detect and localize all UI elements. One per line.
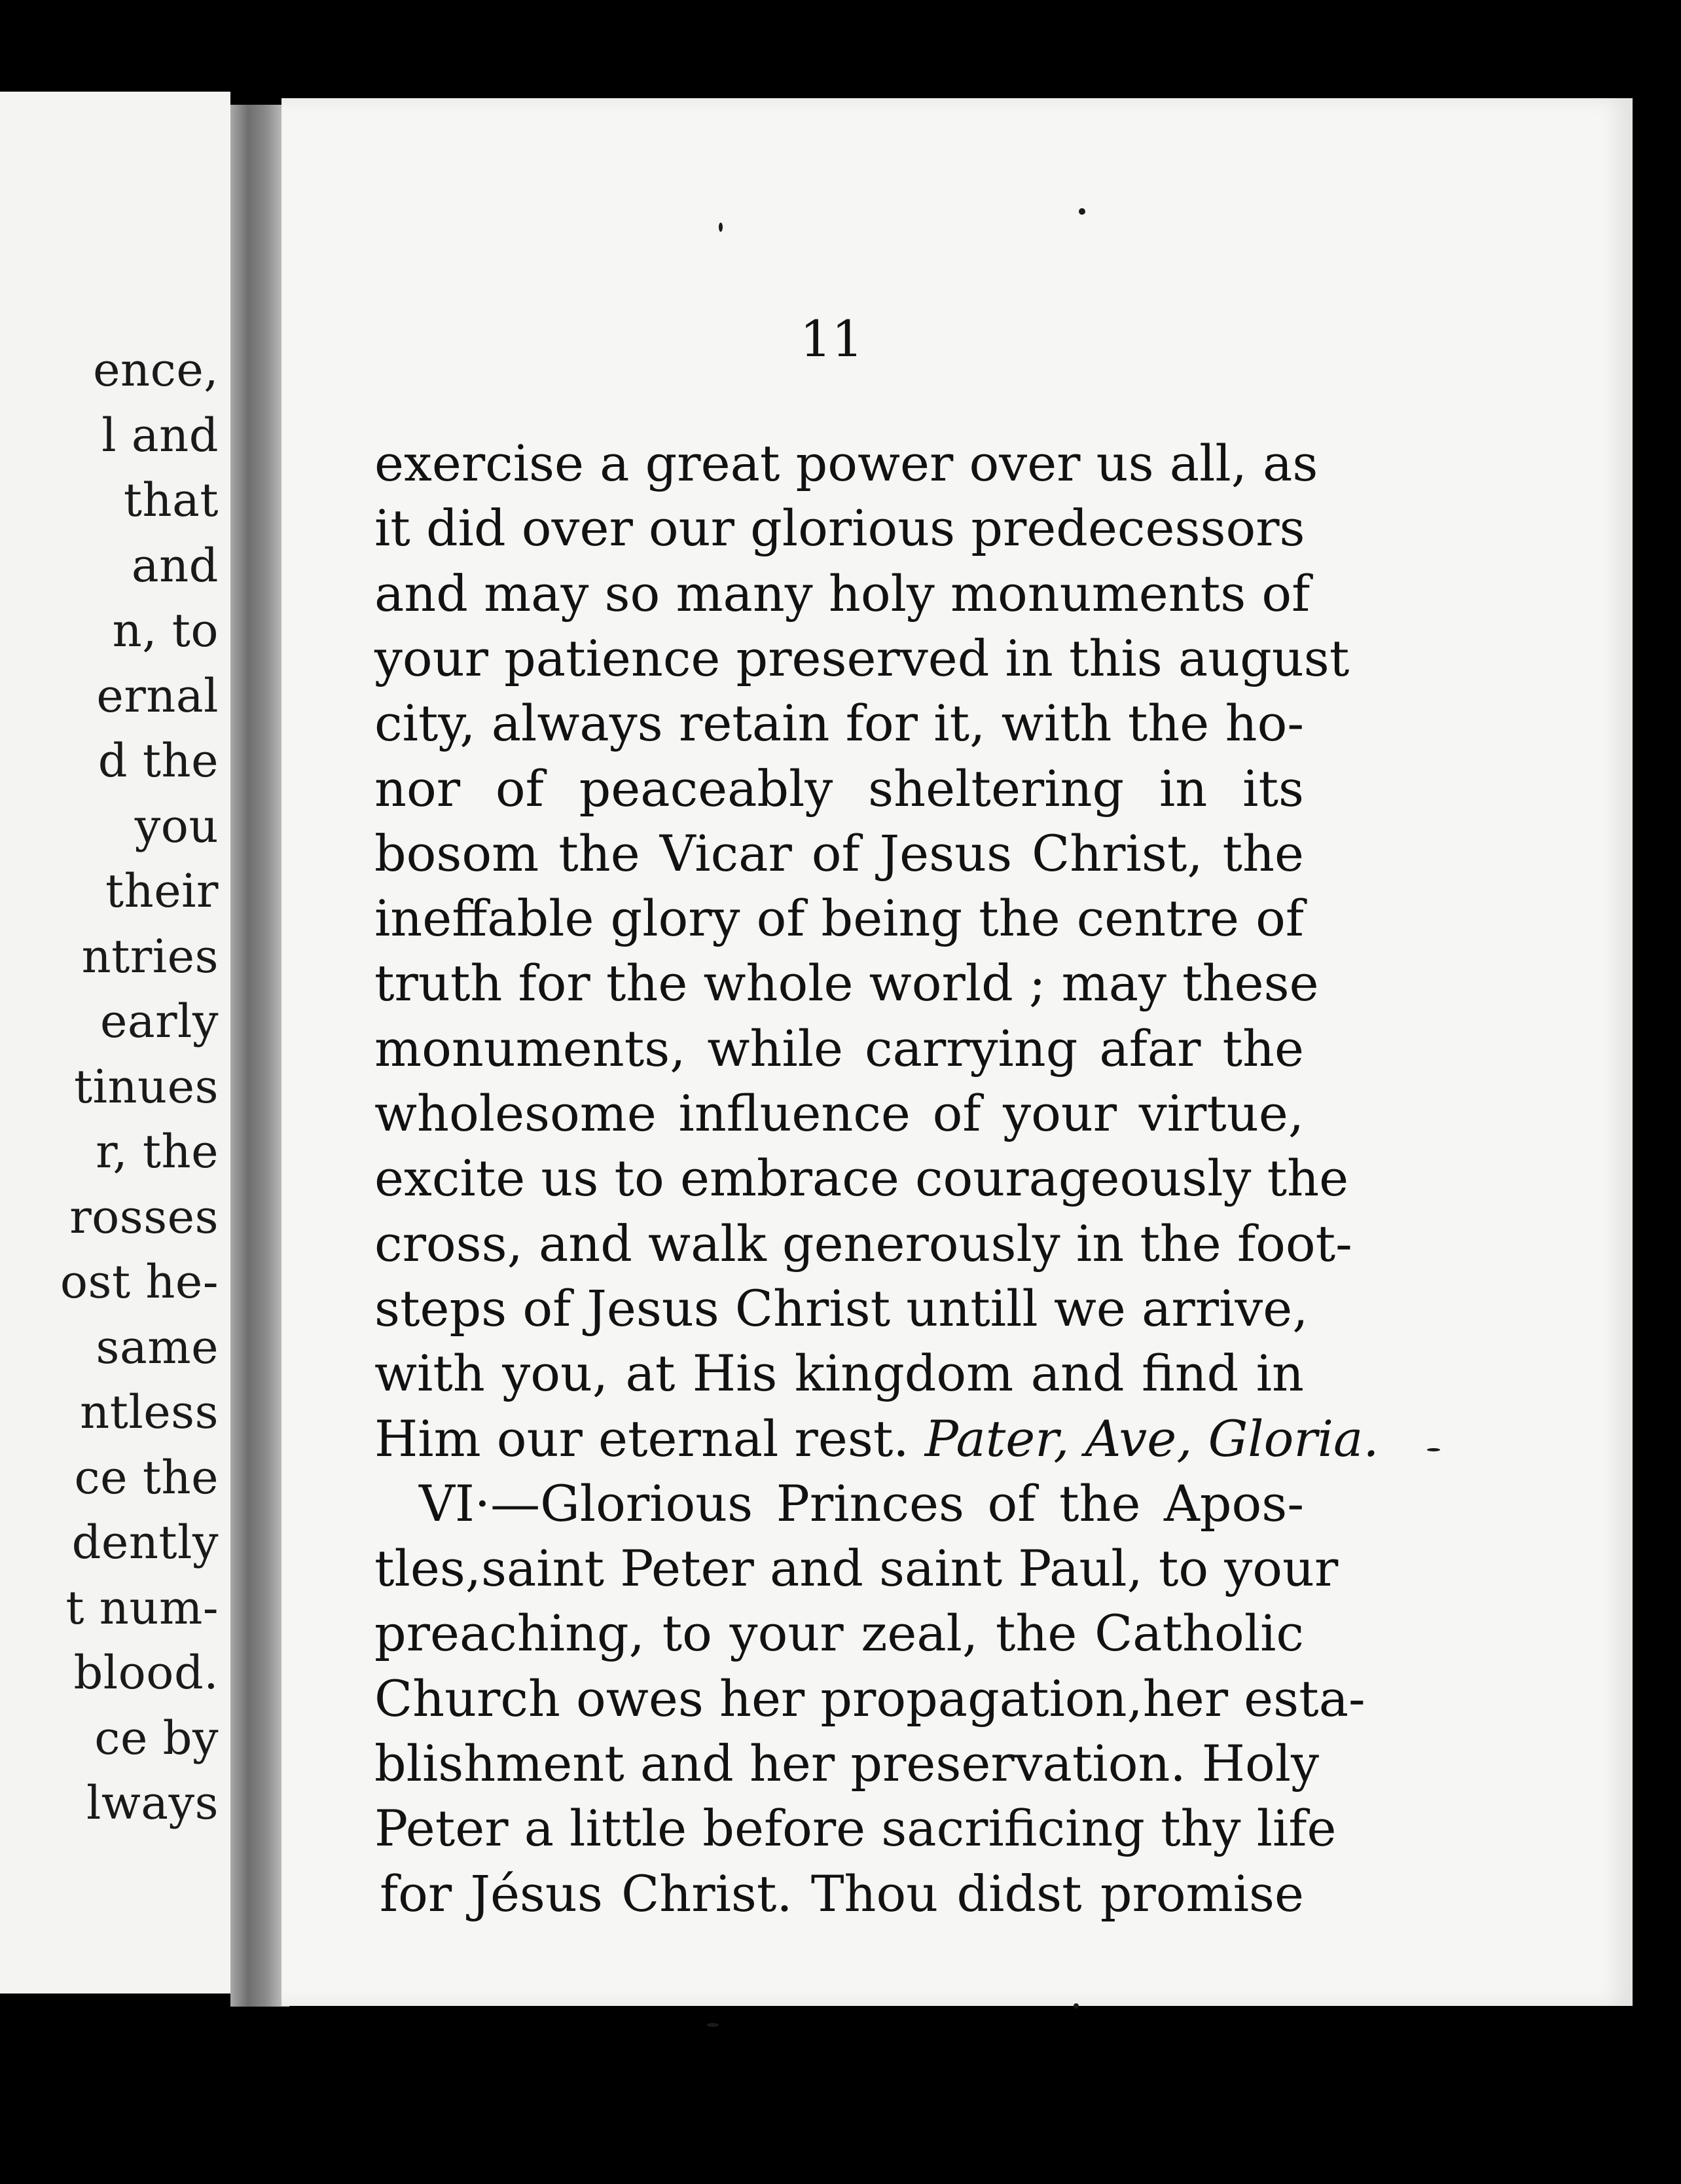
body-line-text: Him our eternal rest. [374,1409,925,1468]
left-page-fragment: blood. [73,1646,219,1700]
body-line [374,954,1319,1013]
body-line-text: blishment and her preservation. Holy [374,1734,1320,1793]
left-page-fragment: same [96,1320,219,1374]
scan-speck [1074,2003,1079,2009]
left-page-fragment: you [134,799,219,853]
body-line [419,1474,1304,1533]
body-line [374,1084,1304,1142]
body-line-text: ineffable glory of being the centre of [374,889,1304,948]
scan-speck [1079,208,1085,215]
left-page-fragment: rosses [69,1190,219,1244]
body-line-text: Church owes her propagation,her esta- [374,1669,1365,1728]
body-line-text: steps of Jesus Christ untill we arrive, [374,1279,1309,1338]
body-line [374,1669,1365,1728]
left-page-fragment: d the [98,734,219,788]
body-line-text: with you, at His kingdom and find in [374,1344,1304,1403]
body-line-italic: Pater, Ave, Gloria. [924,1409,1379,1468]
left-page-fragment: ernal [96,668,219,723]
left-page-fragment: ce by [94,1711,219,1765]
body-line [374,1539,1339,1598]
body-line [374,759,1304,818]
left-page-fragment: l and [101,408,219,462]
body-line-text: it did over our glorious predecessors [374,499,1305,558]
left-page-fragment: ence, [93,343,219,397]
body-line-text: cross, and walk generously in the foot- [374,1214,1352,1273]
body-line-text: tles,saint Peter and saint Paul, to your [374,1539,1339,1598]
body-line [374,1149,1349,1208]
left-page-fragment: ce the [74,1450,219,1504]
body-line [380,1864,1304,1923]
body-line-text: city, always retain for it, with the ho- [374,694,1304,753]
page-number: 11 [800,310,863,368]
body-line-text: and may so many holy monuments of [374,564,1310,623]
body-line [374,434,1318,492]
body-line-text: Peter a little before sacrificing thy life [374,1799,1337,1858]
body-line-text: monuments, while carrying afar the [374,1019,1304,1078]
body-line-text: truth for the whole world ; may these [374,954,1319,1013]
body-line [374,694,1304,753]
scan-speck [719,223,723,232]
body-line-text: wholesome influence of your virtue, [374,1084,1304,1142]
left-page-fragment: and [131,538,219,592]
body-line-text: for Jésus Christ. Thou didst promise [380,1864,1304,1923]
body-line-text: VI·—Glorious Princes of the Apos- [419,1474,1304,1533]
book-gutter [230,105,289,2007]
body-line [374,499,1305,558]
body-line [374,628,1350,687]
scan-speck [707,2023,719,2027]
body-line-text: nor of peaceably sheltering in its [374,759,1304,818]
body-line-text: exercise a great power over us all, as [374,434,1318,492]
left-page-fragment: that [123,473,219,527]
left-page-fragment: ost he- [60,1255,219,1309]
body-line-text: bosom the Vicar of Jesus Christ, the [374,824,1304,883]
body-line [374,1214,1352,1273]
left-page-fragment: ntries [81,929,219,983]
left-page-fragment: t num- [65,1580,219,1635]
body-line-text: your patience preserved in this august [374,628,1350,687]
body-line [374,1279,1309,1338]
body-line [374,1734,1320,1793]
left-page-fragment: early [99,994,219,1048]
left-page-fragment: n, to [112,604,219,657]
left-page-fragment: their [105,864,219,918]
body-line [374,1799,1337,1858]
left-page-fragment: dently [71,1516,219,1569]
body-line [374,824,1304,883]
left-page [0,92,230,1993]
body-line [374,1409,1379,1468]
left-page-fragment: tinues [73,1059,219,1114]
left-page-fragment: r, the [96,1125,219,1178]
body-line [374,1604,1304,1663]
body-line [374,1019,1304,1078]
body-line-text: preaching, to your zeal, the Catholic [374,1604,1304,1663]
body-line [374,889,1304,948]
scan-speck [1427,1448,1440,1451]
body-line-text: excite us to embrace courageously the [374,1149,1349,1208]
body-line [374,1344,1304,1403]
body-line [374,564,1310,623]
left-page-fragment: lways [86,1776,219,1830]
left-page-fragment: ntless [80,1385,219,1439]
